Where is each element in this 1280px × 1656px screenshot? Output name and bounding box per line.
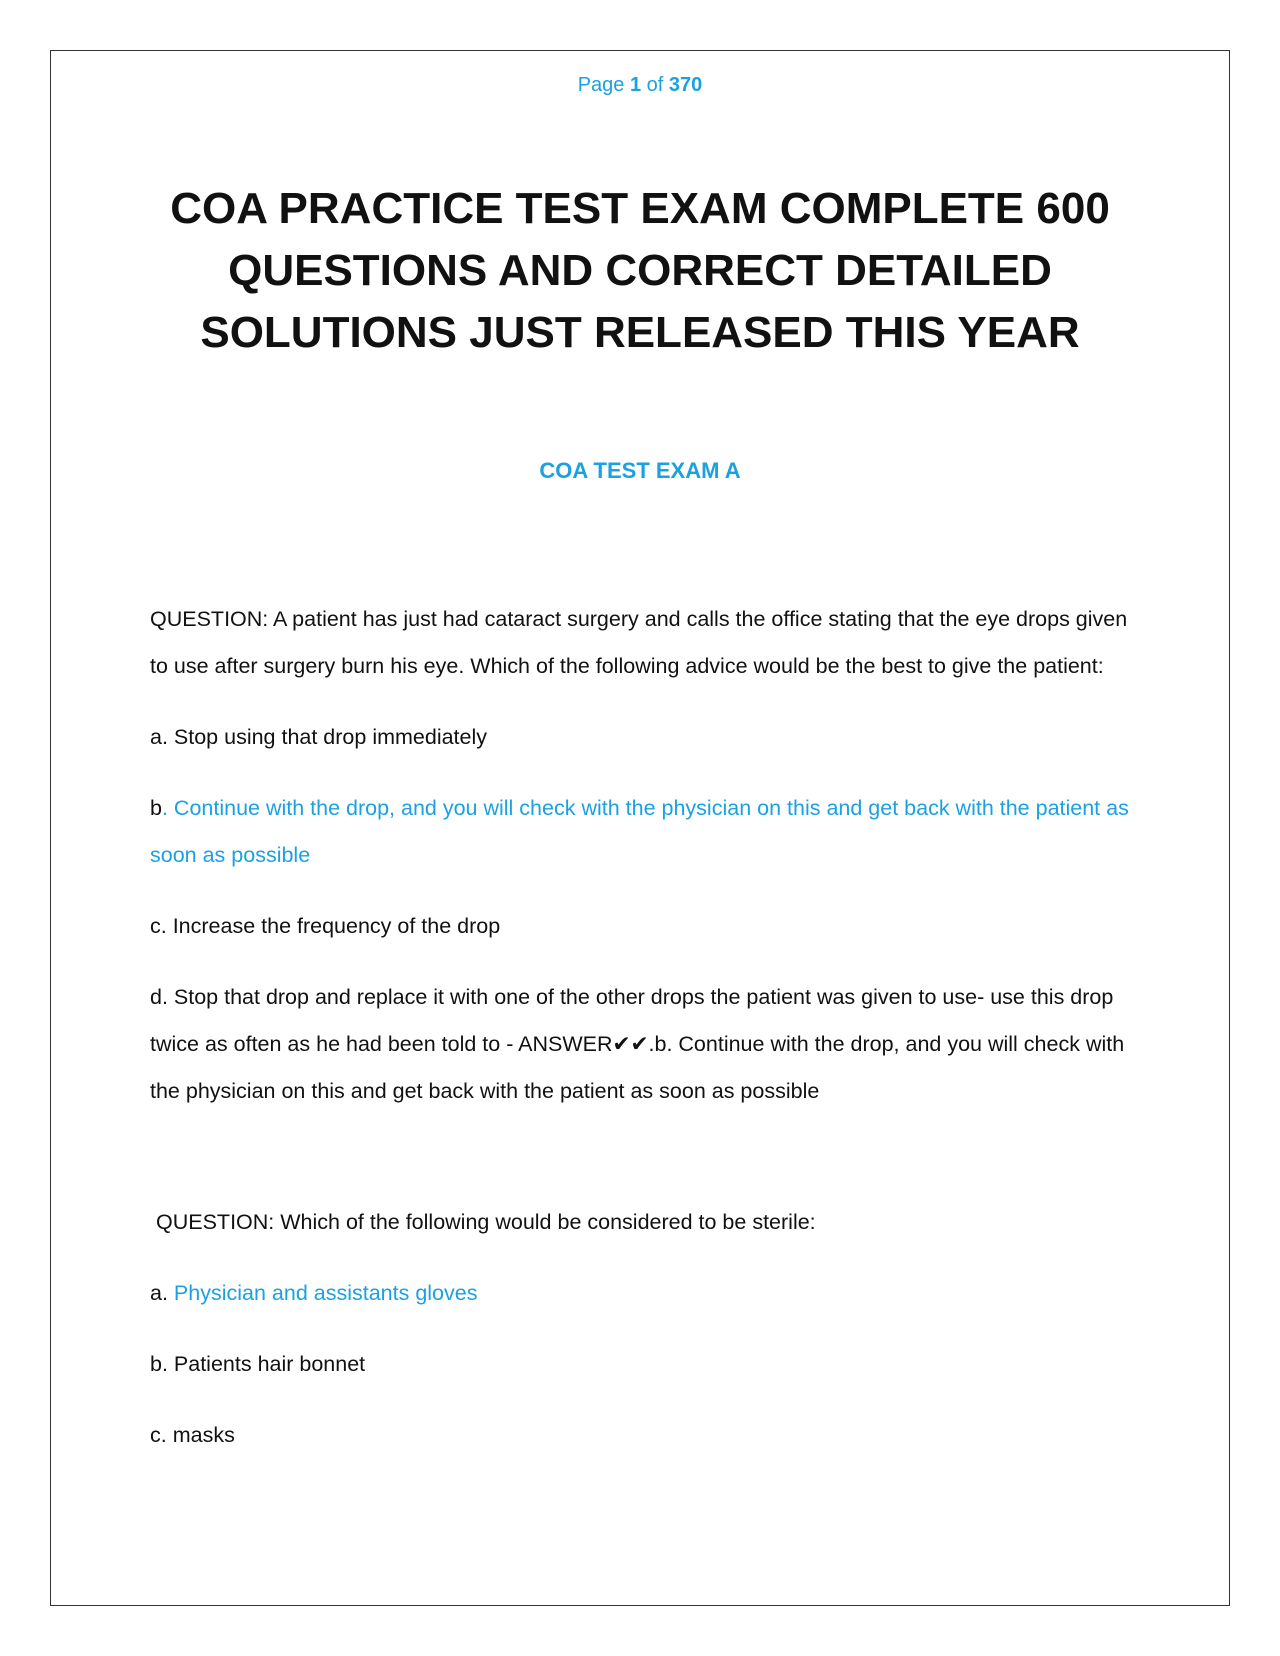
question-1-option-b (150, 785, 1135, 879)
question-2-option-a (150, 1270, 1135, 1317)
question-1-text: QUESTION: A patient has just had cataract surgery and calls the office stating that the eye drops given to use after surgery burn his eye. Which of the following advice would be the best to give the patient: (150, 607, 1128, 678)
question-1-option-d-answer: d. Stop that drop and replace it with one of the other drops the patient was given to use- use this drop twice as often as he had been told to - ANSWER✔✔.b. Continue with the drop, and you will check with the physician on this and get back with the patient as soon as possible (150, 985, 1125, 1103)
question-2-option-c: c. masks (150, 1423, 235, 1447)
document-title: COA PRACTICE TEST EXAM COMPLETE 600 QUESTIONS AND CORRECT DETAILED SOLUTIONS JUST RELEASED THIS YEAR (170, 184, 1110, 357)
question-1-option-a: a. Stop using that drop immediately (150, 725, 488, 749)
page-label: Page (577, 74, 625, 96)
question-2-option-b: b. Patients hair bonnet (150, 1352, 366, 1376)
section-subtitle: COA TEST EXAM A (539, 458, 741, 483)
option-a-text: Physician and assistants gloves (173, 1281, 478, 1305)
question-2-text: QUESTION: Which of the following would be considered to be sterile: (156, 1210, 816, 1234)
question-1-option-c: c. Increase the frequency of the drop (150, 914, 501, 938)
page-number-header (0, 74, 1280, 97)
current-page: 1 (629, 74, 642, 96)
total-pages: 370 (668, 74, 703, 96)
document-body (150, 596, 1135, 1459)
option-b-text: . Continue with the drop, and you will check with the physician on this and get back with the patient as soon as possible (150, 796, 1129, 867)
page-of: of (646, 74, 664, 96)
option-b-letter: b (150, 796, 162, 820)
option-a-letter: a. (150, 1281, 168, 1305)
